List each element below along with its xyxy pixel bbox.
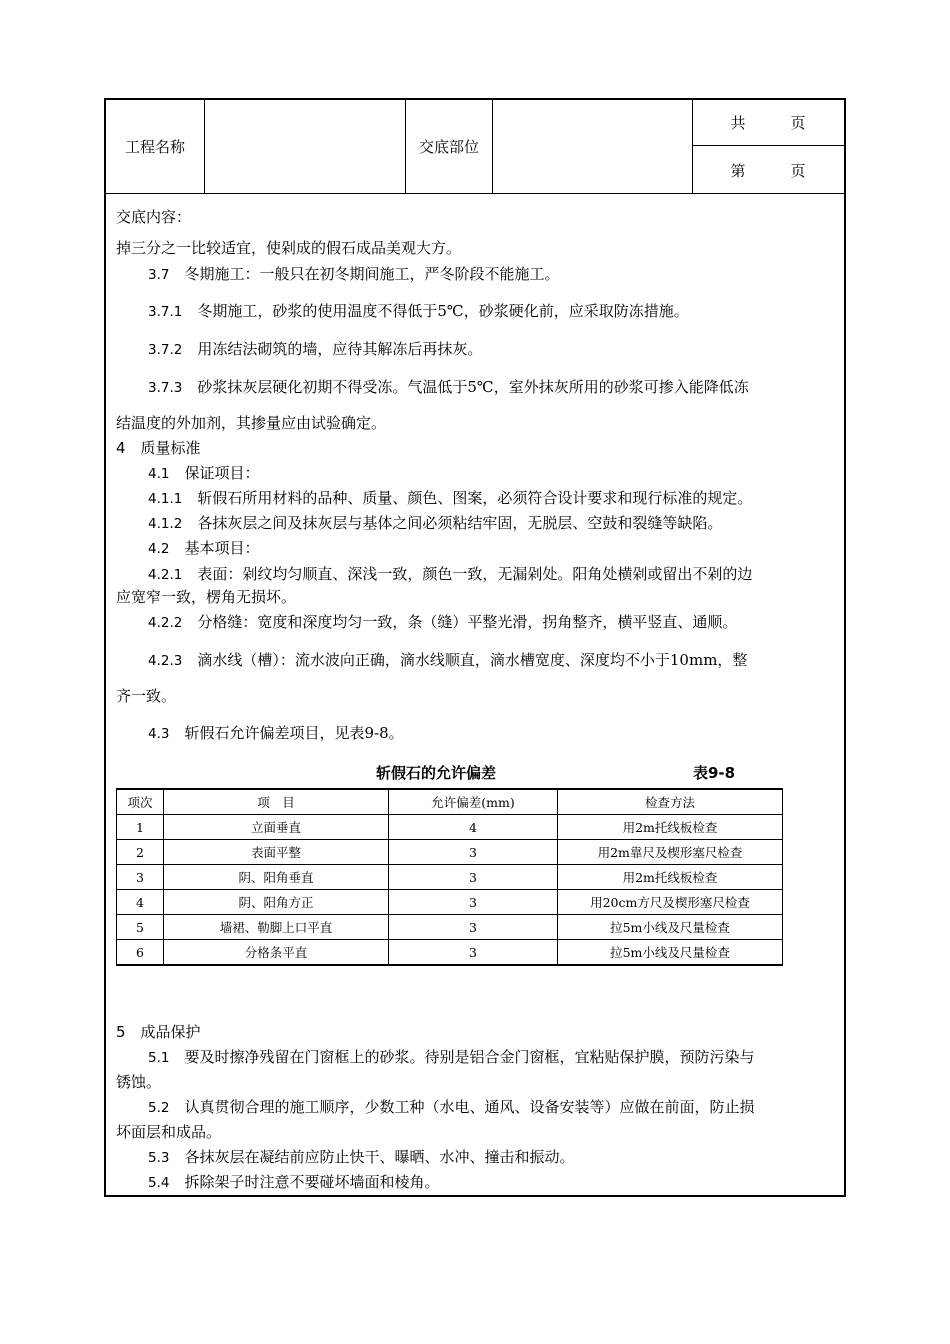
clause-3-7-1: 3.7.1 冬期施工，砂浆的使用温度不得低于5℃，砂浆硬化前，应采取防冻措施。 <box>148 302 689 320</box>
cell-tolerance: 3 <box>389 940 558 966</box>
project-name-label: 工程名称 <box>106 100 205 193</box>
table-row <box>117 815 783 840</box>
clause-4-2-3-cont: 齐一致。 <box>116 687 177 705</box>
clause-3-7: 3.7 冬期施工：一般只在初冬期间施工，严冬阶段不能施工。 <box>148 265 560 283</box>
cell-no: 6 <box>117 940 164 966</box>
table-caption: 斩假石的允许偏差 <box>376 764 497 782</box>
col-header-no: 项次 <box>117 789 164 815</box>
cell-method: 用20cm方尺及楔形塞尺检查 <box>558 890 783 915</box>
clause-4-1: 4.1 保证项目： <box>148 464 260 482</box>
clause-3-7-3-cont: 结温度的外加剂，其掺量应由试验确定。 <box>116 414 387 432</box>
clause-4-1-1: 4.1.1 斩假石所用材料的品种、质量、颜色、图案，必须符合设计要求和现行标准的规定。 <box>148 489 753 507</box>
clause-4-2: 4.2 基本项目： <box>148 539 260 557</box>
table-row <box>117 840 783 865</box>
clause-4-2-1-cont: 应宽窄一致，楞角无损坏。 <box>116 588 297 606</box>
cell-method: 用2m托线板检查 <box>558 815 783 840</box>
cell-method: 拉5m小线及尺量检查 <box>558 915 783 940</box>
clause-4-1-2: 4.1.2 各抹灰层之间及抹灰层与基体之间必须粘结牢固，无脱层、空鼓和裂缝等缺陷。 <box>148 514 723 532</box>
header-table <box>106 100 844 194</box>
table-row <box>117 890 783 915</box>
clause-4-3: 4.3 斩假石允许偏差项目，见表9-8。 <box>148 724 404 742</box>
clause-5-3: 5.3 各抹灰层在凝结前应防止快干、曝晒、水冲、撞击和振动。 <box>148 1148 575 1166</box>
cell-no: 2 <box>117 840 164 865</box>
page-number-label: 第 页 <box>730 161 806 180</box>
total-pages-cell <box>692 100 844 146</box>
table-header-row <box>117 789 783 815</box>
cell-item: 表面平整 <box>164 840 389 865</box>
clause-3-7-3: 3.7.3 砂浆抹灰层硬化初期不得受冻。气温低于5℃，室外抹灰所用的砂浆可掺入能降低冻 <box>148 378 749 396</box>
cell-tolerance: 3 <box>389 915 558 940</box>
col-header-item: 项 目 <box>164 789 389 815</box>
section-4-heading: 4 质量标准 <box>116 439 201 457</box>
cell-item: 阴、阳角垂直 <box>164 865 389 890</box>
cell-item: 分格条平直 <box>164 940 389 966</box>
deviation-table <box>116 788 783 966</box>
cell-item: 立面垂直 <box>164 815 389 840</box>
clause-4-2-1: 4.2.1 表面：剁纹均匀顺直、深浅一致，颜色一致，无漏剁处。阳角处横剁或留出不剁的边 <box>148 565 753 583</box>
cell-tolerance: 3 <box>389 840 558 865</box>
cell-item: 阴、阳角方正 <box>164 890 389 915</box>
clause-5-4: 5.4 拆除架子时注意不要碰坏墙面和棱角。 <box>148 1173 440 1191</box>
table-row <box>117 915 783 940</box>
cell-method: 用2m靠尺及楔形塞尺检查 <box>558 840 783 865</box>
page-number-cell <box>692 147 844 193</box>
cell-method: 拉5m小线及尺量检查 <box>558 940 783 966</box>
cell-tolerance: 3 <box>389 865 558 890</box>
cell-no: 1 <box>117 815 164 840</box>
col-header-method: 检查方法 <box>558 789 783 815</box>
cell-tolerance: 3 <box>389 890 558 915</box>
location-label: 交底部位 <box>406 100 493 193</box>
project-name-value <box>205 100 406 193</box>
cell-tolerance: 4 <box>389 815 558 840</box>
table-row <box>117 940 783 966</box>
cell-no: 5 <box>117 915 164 940</box>
text-line: 掉三分之一比较适宜，使剁成的假石成品美观大方。 <box>116 239 462 257</box>
section-5-heading: 5 成品保护 <box>116 1023 201 1041</box>
cell-item: 墙裙、勒脚上口平直 <box>164 915 389 940</box>
clause-3-7-2: 3.7.2 用冻结法砌筑的墙，应待其解冻后再抹灰。 <box>148 340 483 358</box>
cell-no: 3 <box>117 865 164 890</box>
clause-5-1-cont: 锈蚀。 <box>116 1073 162 1091</box>
total-pages-label: 共 页 <box>730 114 806 132</box>
table-row <box>117 865 783 890</box>
content-label: 交底内容： <box>116 208 192 226</box>
clause-4-2-2: 4.2.2 分格缝：宽度和深度均匀一致，条（缝）平整光滑，拐角整齐，横平竖直、通顺。 <box>148 613 738 631</box>
clause-4-2-3: 4.2.3 滴水线（槽）：流水波向正确，滴水线顺直，滴水槽宽度、深度均不小于10mm，整 <box>148 651 748 669</box>
document-frame <box>104 98 846 1197</box>
clause-5-2-cont: 坏面层和成品。 <box>116 1123 222 1141</box>
cell-method: 用2m托线板检查 <box>558 865 783 890</box>
table-number: 表9-8 <box>693 764 736 782</box>
col-header-tolerance: 允许偏差(mm) <box>389 789 558 815</box>
cell-no: 4 <box>117 890 164 915</box>
clause-5-1: 5.1 要及时擦净残留在门窗框上的砂浆。待别是铝合金门窗框，宜粘贴保护膜，预防污染与 <box>148 1048 755 1066</box>
clause-5-2: 5.2 认真贯彻合理的施工顺序，少数工种（水电、通风、设备安装等）应做在前面，防止损 <box>148 1098 755 1116</box>
location-value <box>493 100 693 193</box>
